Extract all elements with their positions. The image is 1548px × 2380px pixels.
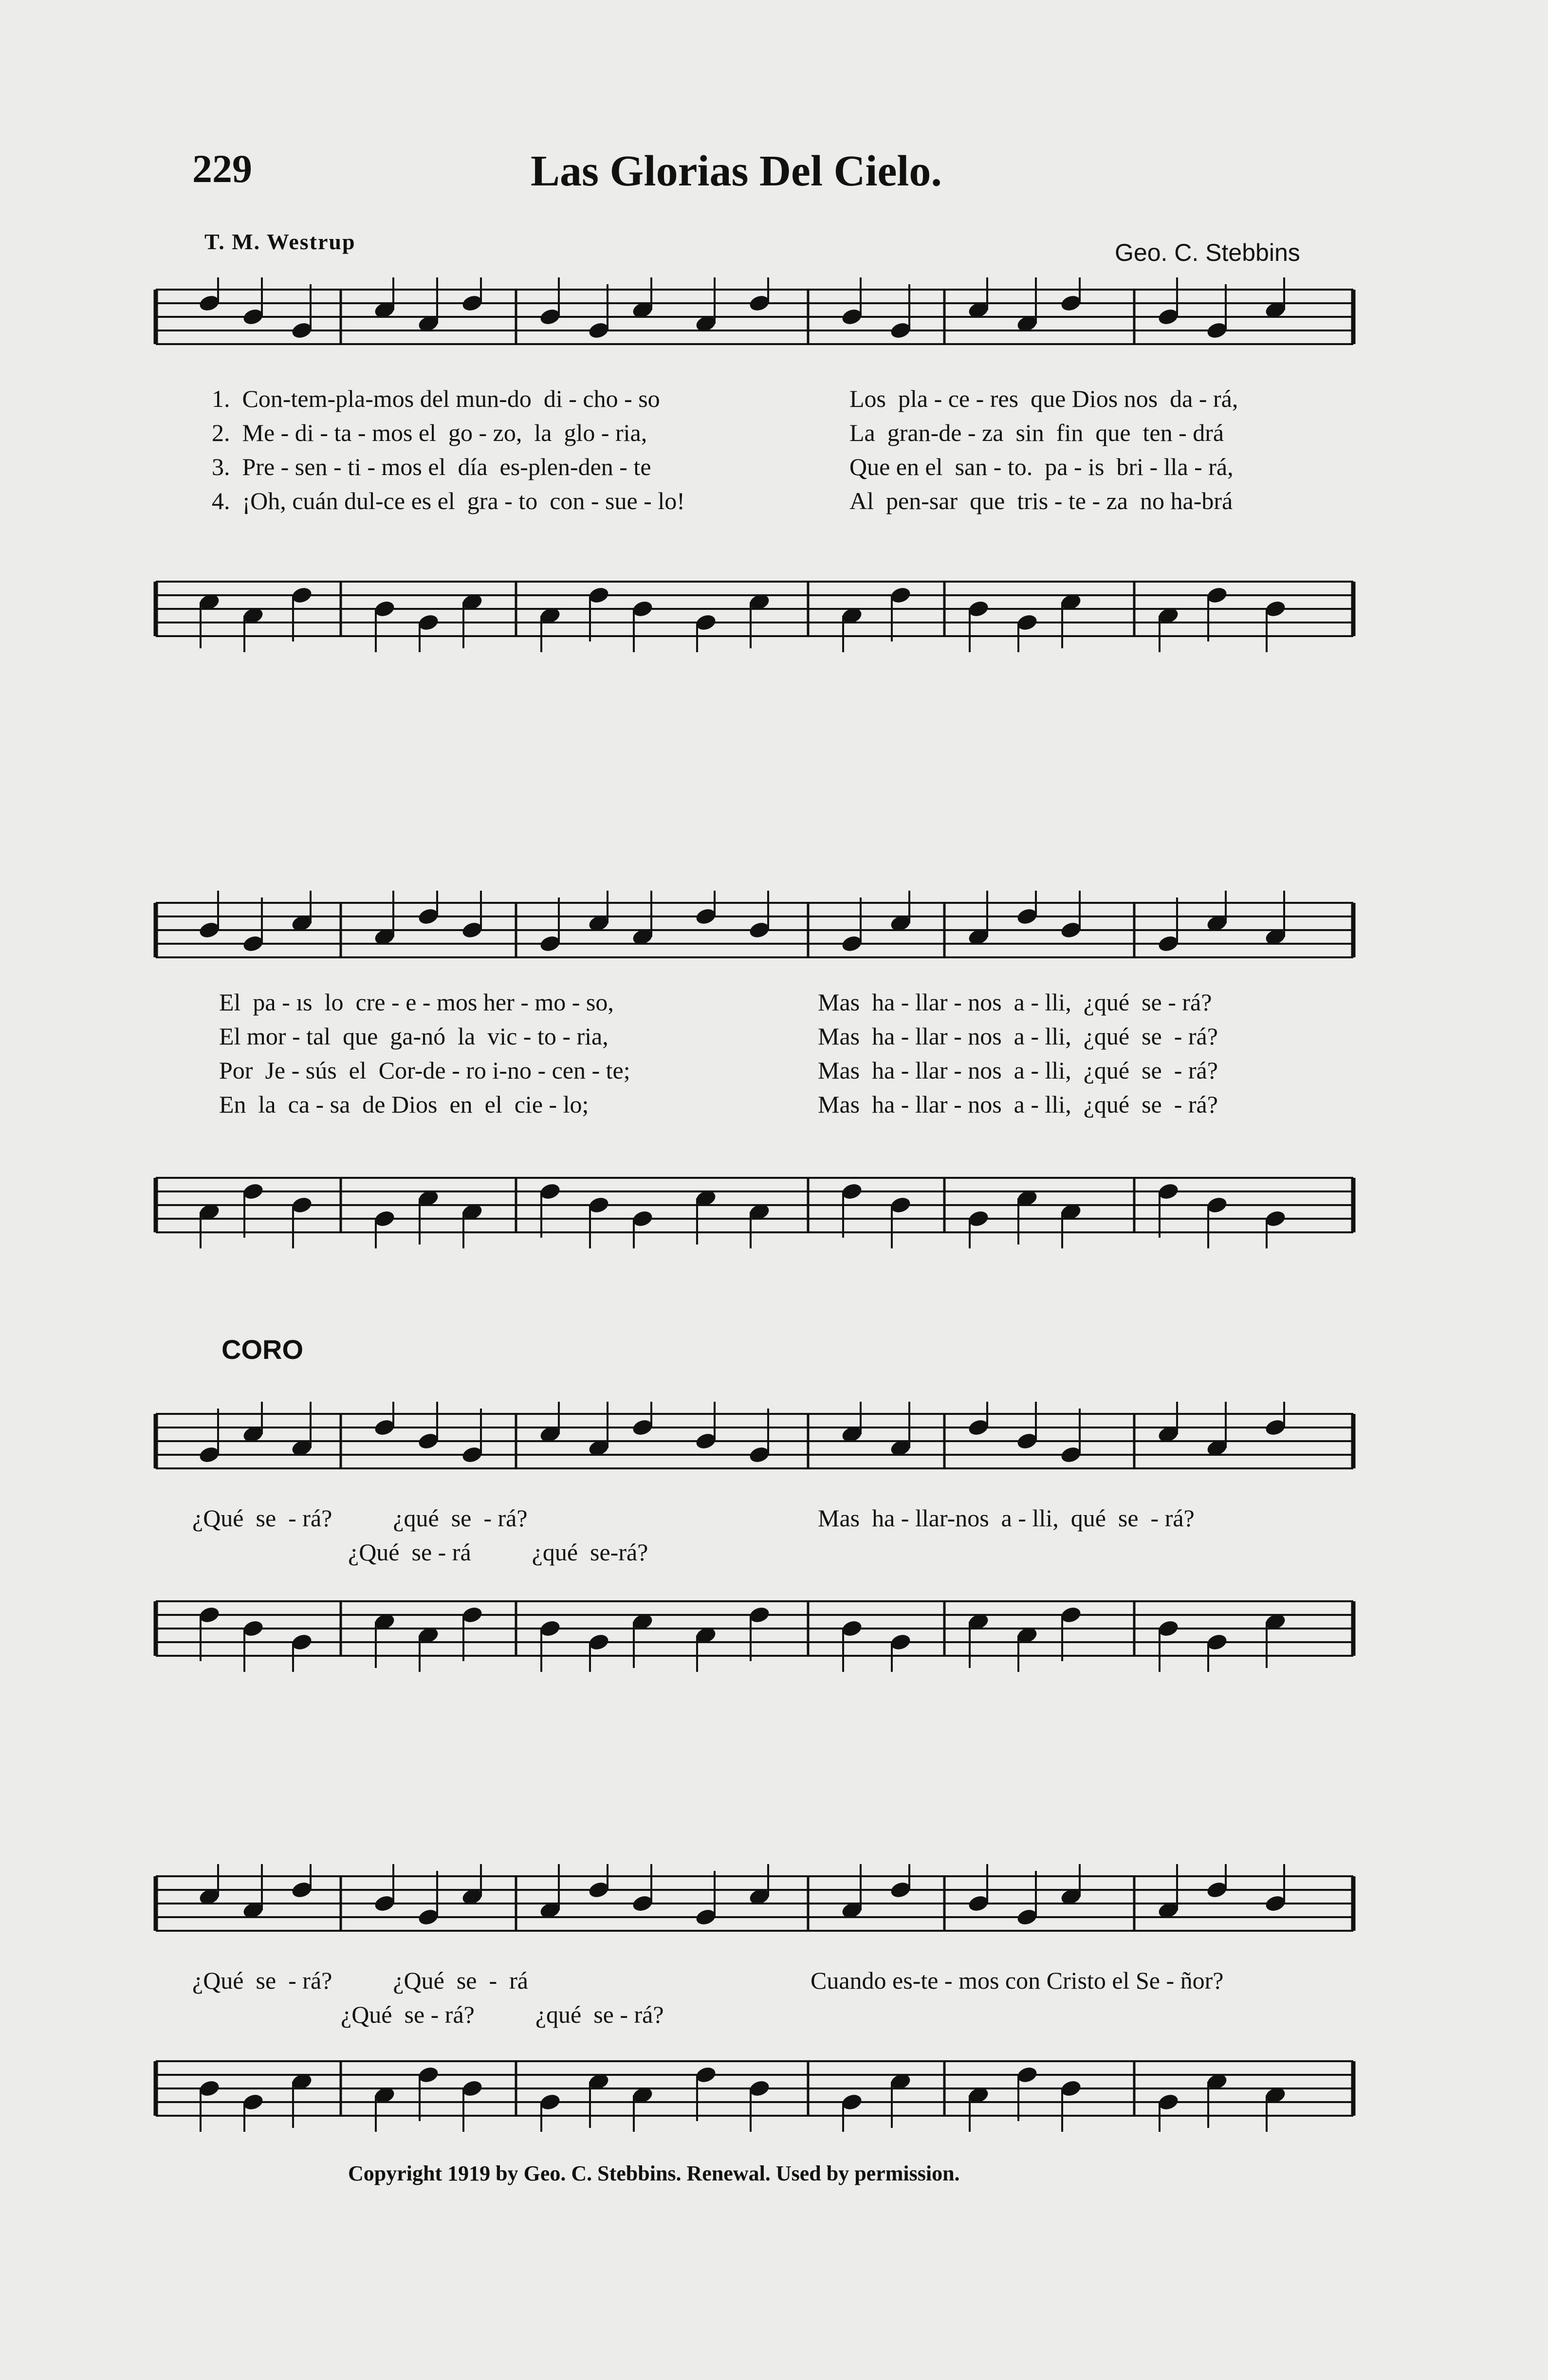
chorus-line1-lower: ¿Qué se - rá ¿qué se-rá? [348, 1538, 648, 1566]
verse-1-right: Los pla - ce - res que Dios nos da - rá, [849, 385, 1238, 412]
hymn-title: Las Glorias Del Cielo. [531, 147, 942, 195]
verse2-2-left: El mor - tal que ga-nó la vic - to - ria, [219, 1023, 608, 1050]
verse2-1-right: Mas ha - llar - nos a - lli, ¿qué se - rá? [818, 989, 1212, 1016]
chorus-line1-upper: ¿Qué se - rá? ¿qué se - rá? [192, 1504, 528, 1532]
verse2-2-right: Mas ha - llar - nos a - lli, ¿qué se - rá? [818, 1023, 1218, 1050]
bass-staff-chorus-1 [0, 1589, 1548, 1672]
verse-4-left: 4. ¡Oh, cuán dul-ce es el gra - to con - sue - lo! [212, 487, 685, 514]
bass-staff-chorus-2 [0, 2049, 1548, 2132]
hymn-number: 229 [192, 146, 252, 191]
verse2-3-left: Por Je - sús el Cor-de - ro i-no - cen - te; [219, 1057, 630, 1084]
verse2-4-left: En la ca - sa de Dios en el cie - lo; [219, 1091, 589, 1118]
composer-credit: Geo. C. Stebbins [1115, 239, 1300, 266]
treble-staff-chorus-1 [0, 1402, 1548, 1484]
verse2-3-right: Mas ha - llar - nos a - lli, ¿qué se - rá? [818, 1057, 1218, 1084]
author-credit: T. M. Westrup [204, 229, 356, 254]
treble-staff-chorus-2 [0, 1864, 1548, 1947]
chorus-line2-right: Cuando es-te - mos con Cristo el Se - ñor? [811, 1967, 1224, 1994]
chorus-line1-right: Mas ha - llar-nos a - lli, qué se - rá? [818, 1504, 1195, 1532]
verse-3-right: Que en el san - to. pa - is bri - lla - rá, [849, 453, 1234, 480]
treble-staff-system-1 [0, 277, 1548, 360]
verse-2-right: La gran-de - za sin fin que ten - drá [849, 419, 1224, 446]
verse-2-left: 2. Me - di - ta - mos el go - zo, la glo - ria, [212, 419, 647, 446]
verse-1-left: 1. Con-tem-pla-mos del mun-do di - cho - so [212, 385, 660, 412]
verse-4-right: Al pen-sar que tris - te - za no ha-brá [849, 487, 1233, 514]
verse2-1-left: El pa - ıs lo cre - e - mos her - mo - so, [219, 989, 614, 1016]
chorus-line2-lower: ¿Qué se - rá? ¿qué se - rá? [341, 2001, 664, 2028]
verse2-4-right: Mas ha - llar - nos a - lli, ¿qué se - rá? [818, 1091, 1218, 1118]
treble-staff-system-2 [0, 891, 1548, 973]
copyright-notice: Copyright 1919 by Geo. C. Stebbins. Renewal. Used by permission. [348, 2161, 960, 2185]
chorus-line2-upper: ¿Qué se - rá? ¿Qué se - rá [192, 1967, 528, 1994]
bass-staff-system-1 [0, 569, 1548, 652]
chorus-label: CORO [221, 1334, 303, 1365]
verse-3-left: 3. Pre - sen - ti - mos el día es-plen-den - te [212, 453, 651, 480]
bass-staff-system-2 [0, 1166, 1548, 1248]
